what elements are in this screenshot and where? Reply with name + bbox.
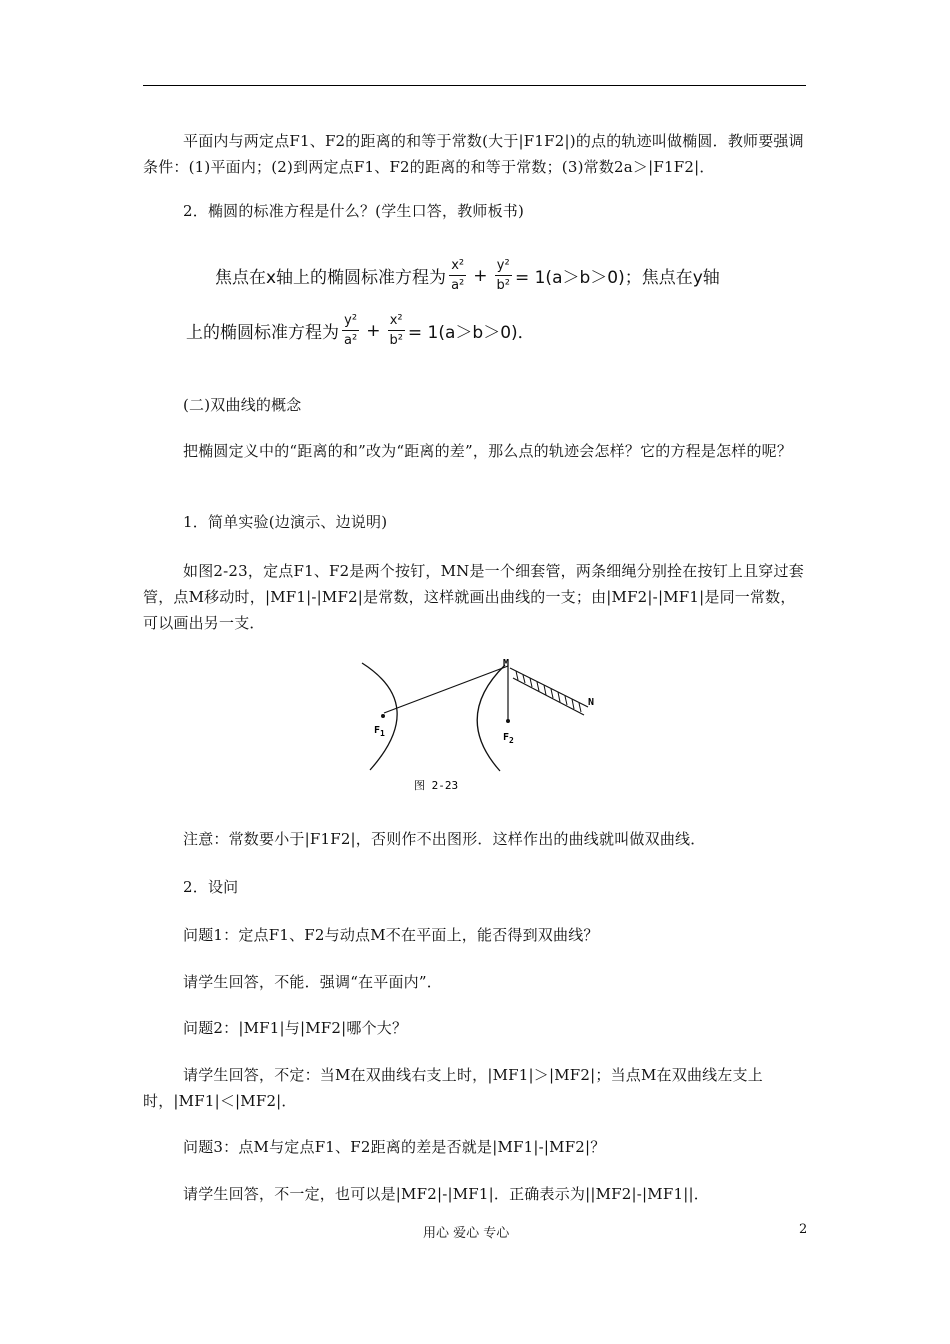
paragraph-question-3: 问题3：点M与定点F1、F2距离的差是否就是|MF1|-|MF2|？ [183, 1138, 606, 1156]
formula-line1-prefix: 焦点在x轴上的椭圆标准方程为 [215, 268, 447, 288]
fraction-denominator: b² [496, 278, 510, 293]
fraction-y2-a2 [342, 313, 359, 348]
fraction-numerator: y² [495, 258, 512, 276]
paragraph-note: 注意：常数要小于|F1F2|，否则作不出图形．这样作出的曲线就叫做双曲线． [183, 830, 706, 848]
section-heading-hyperbola: (二)双曲线的概念 [183, 396, 302, 414]
fraction-denominator: b² [389, 333, 403, 348]
label-f1 [374, 725, 385, 738]
header-rule [143, 85, 806, 86]
fraction-x2-a2 [449, 258, 466, 293]
label-f2-letter: F [503, 732, 510, 743]
paragraph-ellipse-definition: 平面内与两定点F1、F2的距离的和等于常数(大于|F1F2|)的点的轨迹叫做椭圆．教师要强调条件：(1)平面内；(2)到两定点F1、F2的距离的和等于常数；(3)常数2a＞|F1F2|． [143, 132, 804, 176]
label-n: N [588, 697, 595, 708]
tube-hatching [516, 671, 581, 712]
left-branch-curve [362, 663, 397, 770]
figure-caption: 图 2-23 [414, 779, 459, 792]
string-f1-m [384, 666, 508, 713]
paragraph-experiment: 如图2-23，定点F1、F2是两个按钉，MN是一个细套管，两条细绳分别拴在按钉上且穿过套管，点M移动时，|MF1|-|MF2|是常数，这样就画出曲线的一支；由|MF2|-|MF1|是同一常数，可以画出另一支． [143, 562, 804, 632]
figure-2-23 [360, 655, 600, 797]
paragraph-experiment-heading: 1．简单实验(边演示、边说明) [183, 513, 388, 531]
tube-lower-edge [513, 678, 584, 715]
right-branch-curve [477, 665, 505, 771]
paragraph-question-2b: 问题2：|MF1|与|MF2|哪个大？ [183, 1019, 408, 1037]
focus-f1-point [381, 714, 385, 718]
tube-upper-edge [510, 668, 588, 707]
page-number: 2 [799, 1222, 808, 1237]
paragraph-question-1: 问题1：定点F1、F2与动点M不在平面上，能否得到双曲线？ [183, 926, 599, 944]
paragraph-answer-3: 请学生回答，不一定，也可以是|MF2|-|MF1|．正确表示为||MF2|-|MF1||． [183, 1185, 709, 1203]
formula-line2-suffix: = 1(a＞b＞0)． [407, 323, 535, 343]
label-f1-subscript: 1 [380, 729, 385, 738]
label-f2 [503, 732, 514, 745]
formula-line2-prefix: 上的椭圆标准方程为 [186, 323, 339, 343]
plus-sign: + [473, 265, 488, 286]
focus-f2-point [506, 719, 510, 723]
paragraph-answer-2: 请学生回答，不定：当M在双曲线右支上时，|MF1|＞|MF2|；当点M在双曲线左支上时，|MF1|＜|MF2|． [143, 1066, 763, 1110]
fraction-denominator: a² [344, 333, 358, 348]
footer-motto: 用心 爱心 专心 [423, 1226, 510, 1241]
label-f2-subscript: 2 [509, 736, 514, 745]
fraction-denominator: a² [451, 278, 465, 293]
label-f1-letter: F [374, 725, 381, 736]
formula-line-2 [186, 313, 535, 348]
plus-sign: + [366, 320, 381, 341]
paragraph-transition: 把椭圆定义中的“距离的和”改为“距离的差”，那么点的轨迹会怎样？它的方程是怎样的呢？ [183, 442, 793, 460]
fraction-y2-b2 [495, 258, 512, 293]
formula-line1-suffix: = 1(a＞b＞0)；焦点在y轴 [514, 268, 720, 288]
fraction-x2-b2 [387, 313, 404, 348]
paragraph-questions-heading: 2．设问 [183, 878, 239, 896]
label-m: M [503, 658, 510, 669]
fraction-numerator: x² [388, 313, 405, 331]
fraction-numerator: x² [449, 258, 466, 276]
paragraph-answer-1: 请学生回答，不能．强调“在平面内”． [183, 973, 442, 991]
paragraph-question-2: 2．椭圆的标准方程是什么？(学生口答，教师板书) [183, 202, 525, 220]
fraction-numerator: y² [342, 313, 359, 331]
formula-line-1 [215, 258, 720, 293]
